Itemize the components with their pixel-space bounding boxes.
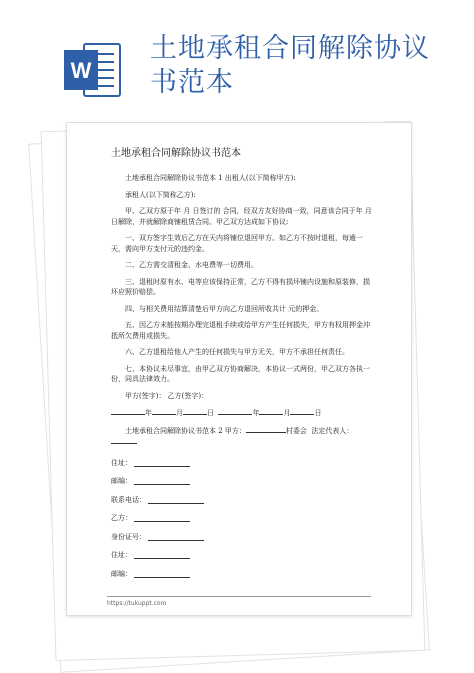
paragraph: 五、因乙方未能按期办理完退租手续或给甲方产生任何损失，甲方有权用押金冲抵所欠费用或损失。 xyxy=(111,321,370,340)
banner-title: 土地承租合同解除协议书范本 xyxy=(150,33,430,98)
paragraph: 七、本协议未尽事宜，由甲乙双方协商解决，本协议一式两份，甲乙双方各执一份，同具法律效力。 xyxy=(111,364,370,383)
field-party-b: 乙方： xyxy=(111,513,373,524)
field-postcode: 邮编： xyxy=(111,476,373,487)
document-body xyxy=(111,147,373,587)
footer-url: https://tukuppt.com xyxy=(107,600,167,607)
paragraph: 四、与相关费用结算清楚后甲方向乙方退回所收共计 元的押金。 xyxy=(125,304,324,313)
paragraph: 土地承租合同解除协议书范本 1 出租人(以下简称甲方): xyxy=(125,174,296,182)
date-row: 年 月 日 年 月 日 xyxy=(111,407,373,419)
svg-text:W: W xyxy=(70,58,92,83)
field-id-number: 身份证号： xyxy=(111,532,373,543)
signature-line: 甲方(签字)： 乙方(签字)： xyxy=(125,391,209,400)
document-title: 土地承租合同解除协议书范本 xyxy=(111,148,241,159)
paragraph: 二、乙方需交清租金、水电费等一切费用。 xyxy=(125,261,258,269)
paragraph: 六、乙方退租给他人产生的任何损失与甲方无关，甲方不承担任何责任。 xyxy=(125,348,349,356)
footer-divider xyxy=(107,596,371,597)
second-template-intro: 土地承租合同解除协议书范本 2 甲方： 村委会 法定代表人： xyxy=(111,425,373,448)
field-phone: 联系电话： xyxy=(111,495,373,506)
field-address: 住址： xyxy=(111,458,373,469)
paragraph: 甲、乙双方原于年 月 日签订的 合同，经双方友好协商一致，同意该合同于年 月 日解除，并就解除商铺租赁合同。甲乙双方达成如下协议: xyxy=(111,207,372,226)
field-postcode-2: 邮编： xyxy=(111,569,373,580)
paragraph: 三、退租时原有水、电等应该保持正常，乙方不得有损坏铺内设施和原装修，损坏应照价赔偿。 xyxy=(111,277,370,296)
paragraph: 承租人(以下简称乙方): xyxy=(125,190,196,199)
field-address-2: 住址： xyxy=(111,550,373,561)
word-document-icon xyxy=(62,38,124,102)
paragraph: 一、双方签字生效后乙方在天内将铺位退回甲方。如乙方不按时退租，每逾一天，需向甲方支付元的违约金。 xyxy=(111,234,363,253)
document-page xyxy=(66,122,412,616)
